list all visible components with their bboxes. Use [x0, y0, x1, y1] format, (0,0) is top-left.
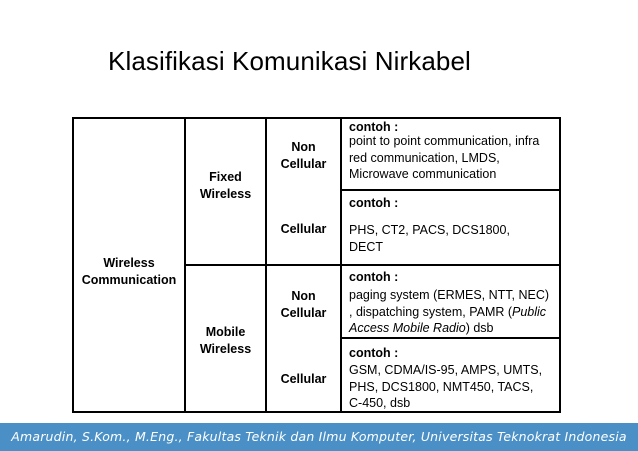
mobile-cellular-examples: GSM, CDMA/IS-95, AMPS, UMTS, PHS, DCS1800, NMT450, TACS, C-450, dsb [349, 363, 543, 410]
footer-credit: Amarudin, S.Kom., M.Eng., Fakultas Teknik dan Ilmu Komputer, Universitas Teknokrat Indonesia [11, 429, 627, 444]
mobile-non-cellular-label: Non Cellular [280, 289, 327, 320]
table-border-top [72, 117, 561, 119]
mobile-non-cellular-text-2: ) dsb [465, 321, 494, 335]
fixed-cellular-label: Cellular [280, 222, 327, 236]
fixed-cellular-heading: contoh : [349, 196, 399, 210]
divider-mobile-rows [340, 337, 561, 339]
fixed-non-cellular-heading: contoh : [349, 120, 399, 134]
mobile-non-cellular-examples [349, 287, 559, 337]
divider-fixed-mobile [184, 264, 561, 266]
slide-title: Klasifikasi Komunikasi Nirkabel [108, 46, 471, 76]
mobile-cellular-heading: contoh : [349, 346, 399, 360]
mobile-wireless-category: Mobile Wireless [199, 325, 252, 356]
fixed-cellular-examples: PHS, CT2, PACS, DCS1800, DECT [349, 223, 510, 254]
mobile-non-cellular-text-italic: Public Access Mobile Radio [349, 304, 547, 335]
mobile-non-cellular-text-1: paging system (ERMES, NTT, NEC) , dispatching system, PAMR ( [349, 288, 550, 319]
mobile-non-cellular-heading: contoh : [349, 270, 399, 284]
classification-table [72, 117, 561, 413]
fixed-non-cellular-label: Non Cellular [280, 140, 327, 171]
mobile-cellular-label: Cellular [280, 372, 327, 386]
footer-bar [0, 423, 638, 451]
fixed-non-cellular-examples: point to point communication, infra red communication, LMDS, Microwave communication [349, 134, 540, 181]
fixed-wireless-category: Fixed Wireless [199, 170, 252, 201]
root-category: Wireless Communication [81, 256, 177, 287]
divider-fixed-rows [340, 189, 561, 191]
